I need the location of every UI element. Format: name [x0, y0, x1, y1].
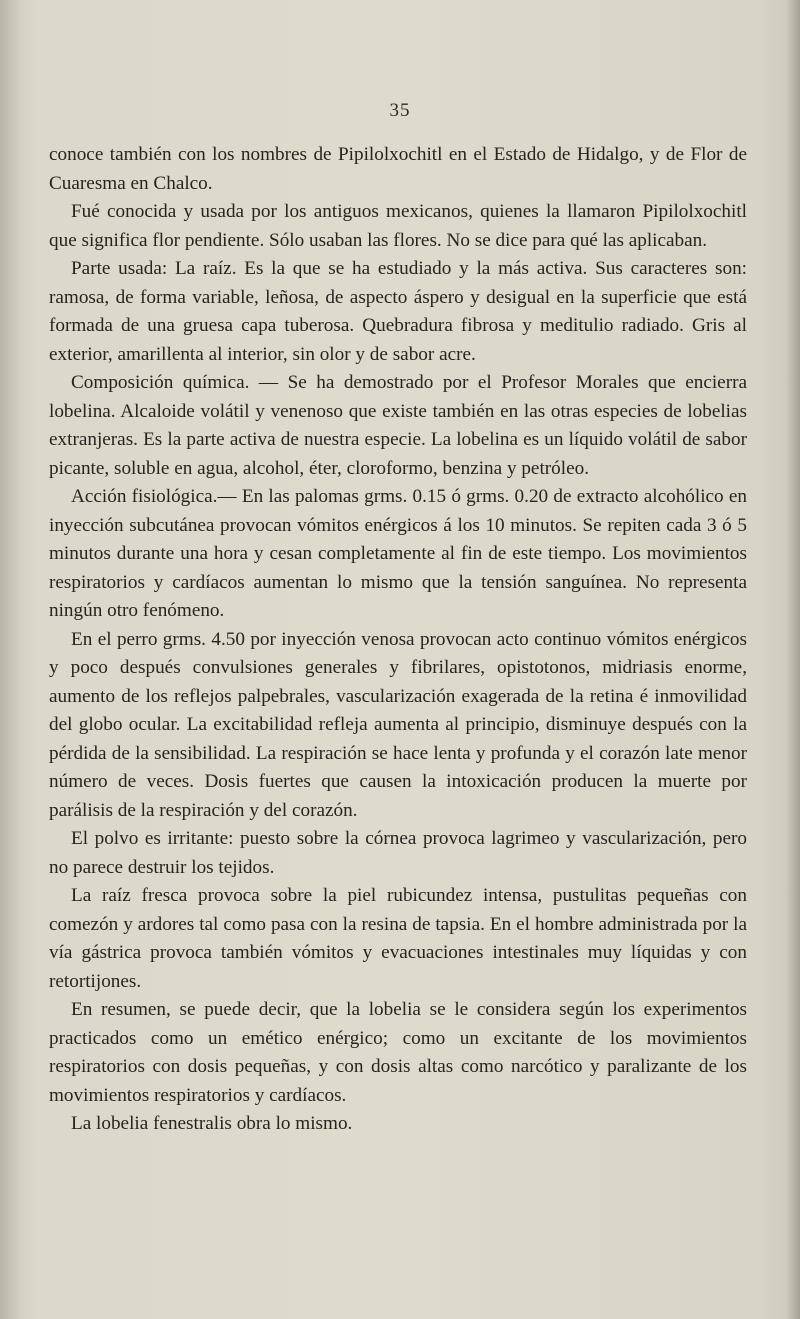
- paragraph-lobelia-fenestralis: La lobelia fenestralis obra lo mismo.: [71, 1113, 353, 1134]
- paragraph-fresh-root-effect: La raíz fresca provoca sobre la piel rubicundez intensa, pustulitas pequeñas con comezón y ardores tal como pasa con la resina de tapsia. En el hombre administrada por la vía gástrica provoca también vómitos y evacuaciones intestinales muy líquidas y con retortijones.: [49, 885, 747, 992]
- page-gutter-shadow: [0, 0, 22, 1319]
- paragraph-summary: En resumen, se puede decir, que la lobelia se le considera según los experimentos practicados como un emético enérgico; como un excitante de los movimientos respiratorios con dosis pequeñas, y con dosis altas como narcótico y paralizante de los movimientos respiratorios y cardíacos.: [49, 999, 747, 1106]
- paragraph-powder-effect: El polvo es irritante: puesto sobre la córnea provoca lagrimeo y vascularización, pero no parece destruir los tejidos.: [49, 828, 747, 878]
- paragraph-chemical-composition: Composición química. — Se ha demostrado por el Profesor Morales que encierra lobelina. Alcaloide volátil y venenoso que existe también en las otras especies de lobelias extranjeras. Es la parte activa de nuestra especie. La lobelina es un líquido volátil de sabor picante, soluble en agua, alcohol, éter, cloroformo, benzina y petróleo.: [49, 372, 747, 479]
- paragraph-continuation: conoce también con los nombres de Pipilolxochitl en el Estado de Hidalgo, y de Flor de Cuaresma en Chalco.: [49, 144, 747, 194]
- page-number: 35: [389, 100, 411, 121]
- body-text: [49, 141, 747, 1139]
- page-edge-shadow: [786, 0, 800, 1319]
- paragraph-part-used: Parte usada: La raíz. Es la que se ha estudiado y la más activa. Sus caracteres son: ramosa, de forma variable, leñosa, de aspecto áspero y desigual en la superficie que está formada de una gruesa capa tuberosa. Quebradura fibrosa y meditulio radiado. Gris al exterior, amarillenta al interior, sin olor y de sabor acre.: [49, 258, 747, 365]
- paragraph-physiological-action: Acción fisiológica.— En las palomas grms. 0.15 ó grms. 0.20 de extracto alcohólico en inyección subcutánea provocan vómitos enérgicos á los 10 minutos. Se repiten cada 3 ó 5 minutos durante una hora y cesan completamente al fin de este tiempo. Los movimientos respiratorios y cardíacos aumentan lo mismo que la tensión sanguínea. No representa ningún otro fenómeno.: [49, 486, 747, 621]
- paragraph-dog-experiment: En el perro grms. 4.50 por inyección venosa provocan acto continuo vómitos enérgicos y poco después convulsiones generales y fibrilares, opistotonos, midriasis enorme, aumento de los reflejos palpebrales, vascularización exagerada de la retina é inmovilidad del globo ocular. La excitabilidad refleja aumenta al principio, disminuye después con la pérdida de la sensibilidad. La respiración se hace lenta y profunda y el corazón late menor número de veces. Dosis fuertes que causen la intoxicación producen la muerte por parálisis de la respiración y del corazón.: [49, 628, 747, 821]
- paragraph-history: Fué conocida y usada por los antiguos mexicanos, quienes la llamaron Pipilolxochitl que significa flor pendiente. Sólo usaban las flores. No se dice para qué las aplicaban.: [49, 201, 747, 251]
